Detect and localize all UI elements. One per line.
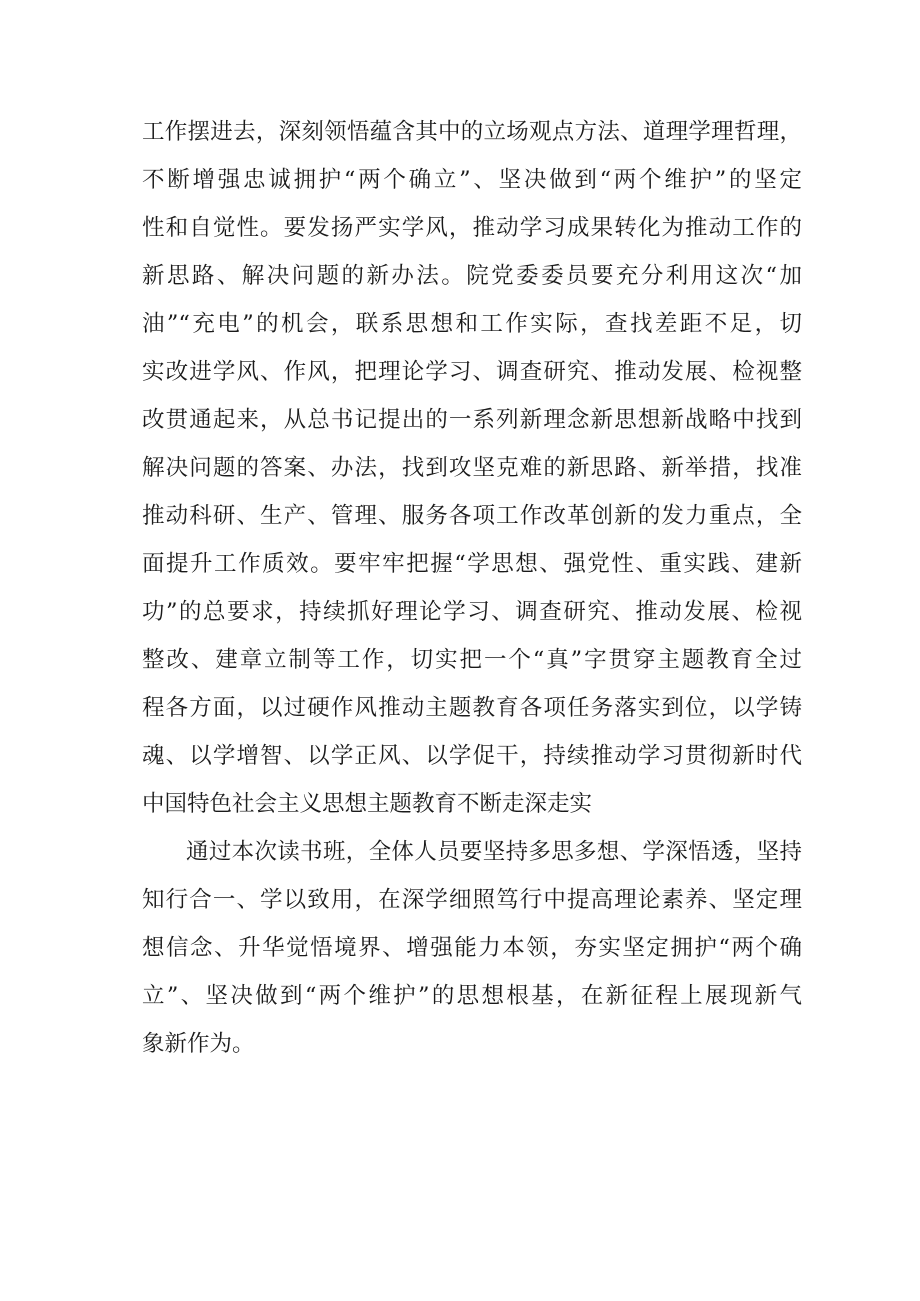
text-line: 实改进学风、作风，把理论学习、调查研究、推动发展、检视整 bbox=[142, 359, 802, 385]
text-line: 面提升工作质效。要牢牢把握“学思想、强党性、重实践、建新 bbox=[142, 551, 802, 577]
text-line: 知行合一、学以致用，在深学细照笃行中提高理论素养、坚定理 bbox=[142, 887, 802, 913]
text-line: 油”“充电”的机会，联系思想和工作实际，查找差距不足，切 bbox=[142, 311, 802, 337]
text-line: 性和自觉性。要发扬严实学风，推动学习成果转化为推动工作的 bbox=[142, 215, 802, 241]
text-line: 魂、以学增智、以学正风、以学促干，持续推动学习贯彻新时代 bbox=[142, 743, 802, 769]
text-line: 整改、建章立制等工作，切实把一个“真”字贯穿主题教育全过 bbox=[142, 647, 802, 673]
text-line: 象新作为。 bbox=[142, 1031, 255, 1057]
document-body bbox=[142, 108, 802, 1068]
text-line: 新思路、解决问题的新办法。院党委委员要充分利用这次“加 bbox=[142, 263, 802, 289]
text-line: 推动科研、生产、管理、服务各项工作改革创新的发力重点，全 bbox=[142, 503, 802, 529]
text-line: 功”的总要求，持续抓好理论学习、调查研究、推动发展、检视 bbox=[142, 599, 802, 625]
text-line: 工作摆进去，深刻领悟蕴含其中的立场观点方法、道理学理哲理， bbox=[142, 119, 802, 145]
text-line: 解决问题的答案、办法，找到攻坚克难的新思路、新举措，找准 bbox=[142, 455, 802, 481]
text-line: 立”、坚决做到“两个维护”的思想根基，在新征程上展现新气 bbox=[142, 983, 802, 1009]
paragraph-1 bbox=[142, 108, 802, 828]
paragraph-2 bbox=[142, 828, 802, 1068]
text-line: 中国特色社会主义思想主题教育不断走深走实 bbox=[142, 791, 593, 817]
text-line: 改贯通起来，从总书记提出的一系列新理念新思想新战略中找到 bbox=[142, 407, 802, 433]
text-line: 通过本次读书班，全体人员要坚持多思多想、学深悟透，坚持 bbox=[186, 839, 802, 865]
text-line: 程各方面，以过硬作风推动主题教育各项任务落实到位，以学铸 bbox=[142, 695, 802, 721]
text-line: 不断增强忠诚拥护“两个确立”、坚决做到“两个维护”的坚定 bbox=[142, 167, 802, 193]
text-line: 想信念、升华觉悟境界、增强能力本领，夯实坚定拥护“两个确 bbox=[142, 935, 802, 961]
